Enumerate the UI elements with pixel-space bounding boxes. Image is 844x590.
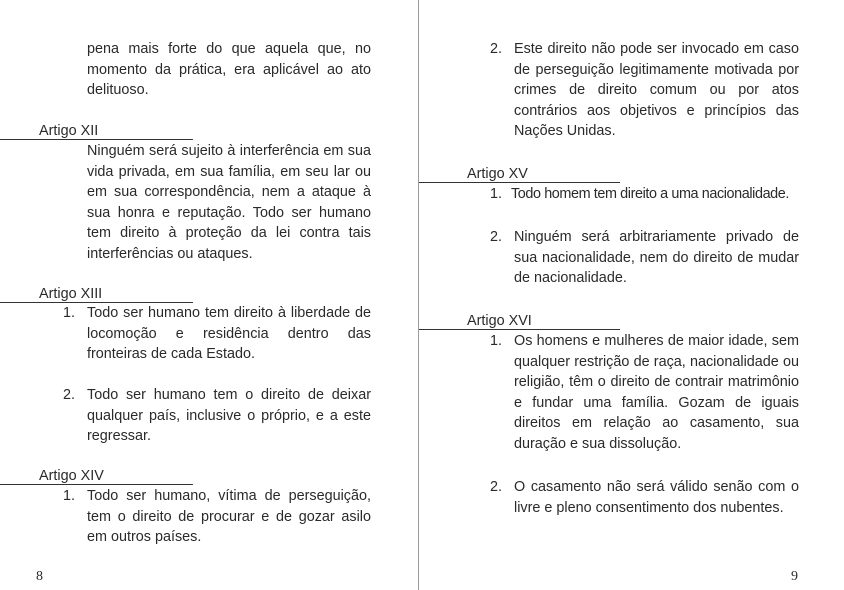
- artigo-xvi-item-2-text: O casamento não será válido senão com o livre e pleno consentimento dos nubentes.: [514, 479, 799, 516]
- artigo-xv-item-2-number: 2.: [490, 229, 503, 245]
- artigo-xvi-rule: [419, 329, 620, 330]
- artigo-xii-text: Ninguém será sujeito à interferência em sua vida privada, em sua família, em seu lar ou em sua correspondência, nem a ataque à sua honra e reputação. Todo ser humano tem direito à proteção da lei contra tais interferências ou ataques.: [87, 143, 371, 262]
- artigo-xiv-heading: Artigo XIV: [39, 468, 104, 484]
- artigo-xv-item-2-text: Ninguém será arbitrariamente privado de sua nacionalidade, nem do direito de mudar de nacionalidade.: [514, 229, 799, 287]
- artigo-xiii-item-1-number: 1.: [63, 305, 76, 321]
- artigo-xiii-heading: Artigo XIII: [39, 286, 103, 302]
- artigo-xii-rule: [0, 139, 193, 140]
- artigo-xiv-item-1-text: Todo ser humano, vítima de perseguição, tem o direito de procurar e de gozar asilo em outros países.: [87, 488, 371, 546]
- artigo-xvi-heading: Artigo XVI: [467, 313, 532, 329]
- page-number-left: 8: [36, 569, 43, 584]
- artigo-xiv-rule: [0, 484, 193, 485]
- artigo-xiv-item-2-text: Este direito não pode ser invocado em caso de perseguição legitimamente motivada por crimes de direito comum ou por atos contrários aos objetivos e princípios das Nações Unidas.: [514, 41, 799, 140]
- continuation-paragraph: pena mais forte do que aquela que, no momento da prática, era aplicável ao ato delituoso.: [87, 41, 371, 99]
- artigo-xv-item-1-text: Todo homem tem direito a uma nacionalidade.: [511, 186, 789, 202]
- left-page: [0, 0, 418, 590]
- artigo-xiv-item-2-number: 2.: [490, 41, 503, 57]
- artigo-xvi-item-2-number: 2.: [490, 479, 503, 495]
- artigo-xiv-item-1-number: 1.: [63, 488, 76, 504]
- page-number-right: 9: [791, 569, 798, 584]
- artigo-xv-rule: [419, 182, 620, 183]
- artigo-xii-heading: Artigo XII: [39, 123, 99, 139]
- artigo-xiii-item-2-number: 2.: [63, 387, 76, 403]
- artigo-xiii-item-2-text: Todo ser humano tem o direito de deixar qualquer país, inclusive o próprio, e a este regressar.: [87, 387, 371, 445]
- artigo-xvi-item-1-text: Os homens e mulheres de maior idade, sem qualquer restrição de raça, nacionalidade ou religião, têm o direito de contrair matrimônio e fundar uma família. Gozam de iguais direitos em relação ao casamento, sua duração e sua dissolução.: [514, 333, 799, 452]
- artigo-xiii-item-1-text: Todo ser humano tem direito à liberdade de locomoção e residência dentro das fronteiras de cada Estado.: [87, 305, 371, 363]
- right-page: [419, 0, 844, 590]
- artigo-xvi-item-1-number: 1.: [490, 333, 503, 349]
- artigo-xv-item-1-number: 1.: [490, 186, 503, 202]
- artigo-xv-heading: Artigo XV: [467, 166, 528, 182]
